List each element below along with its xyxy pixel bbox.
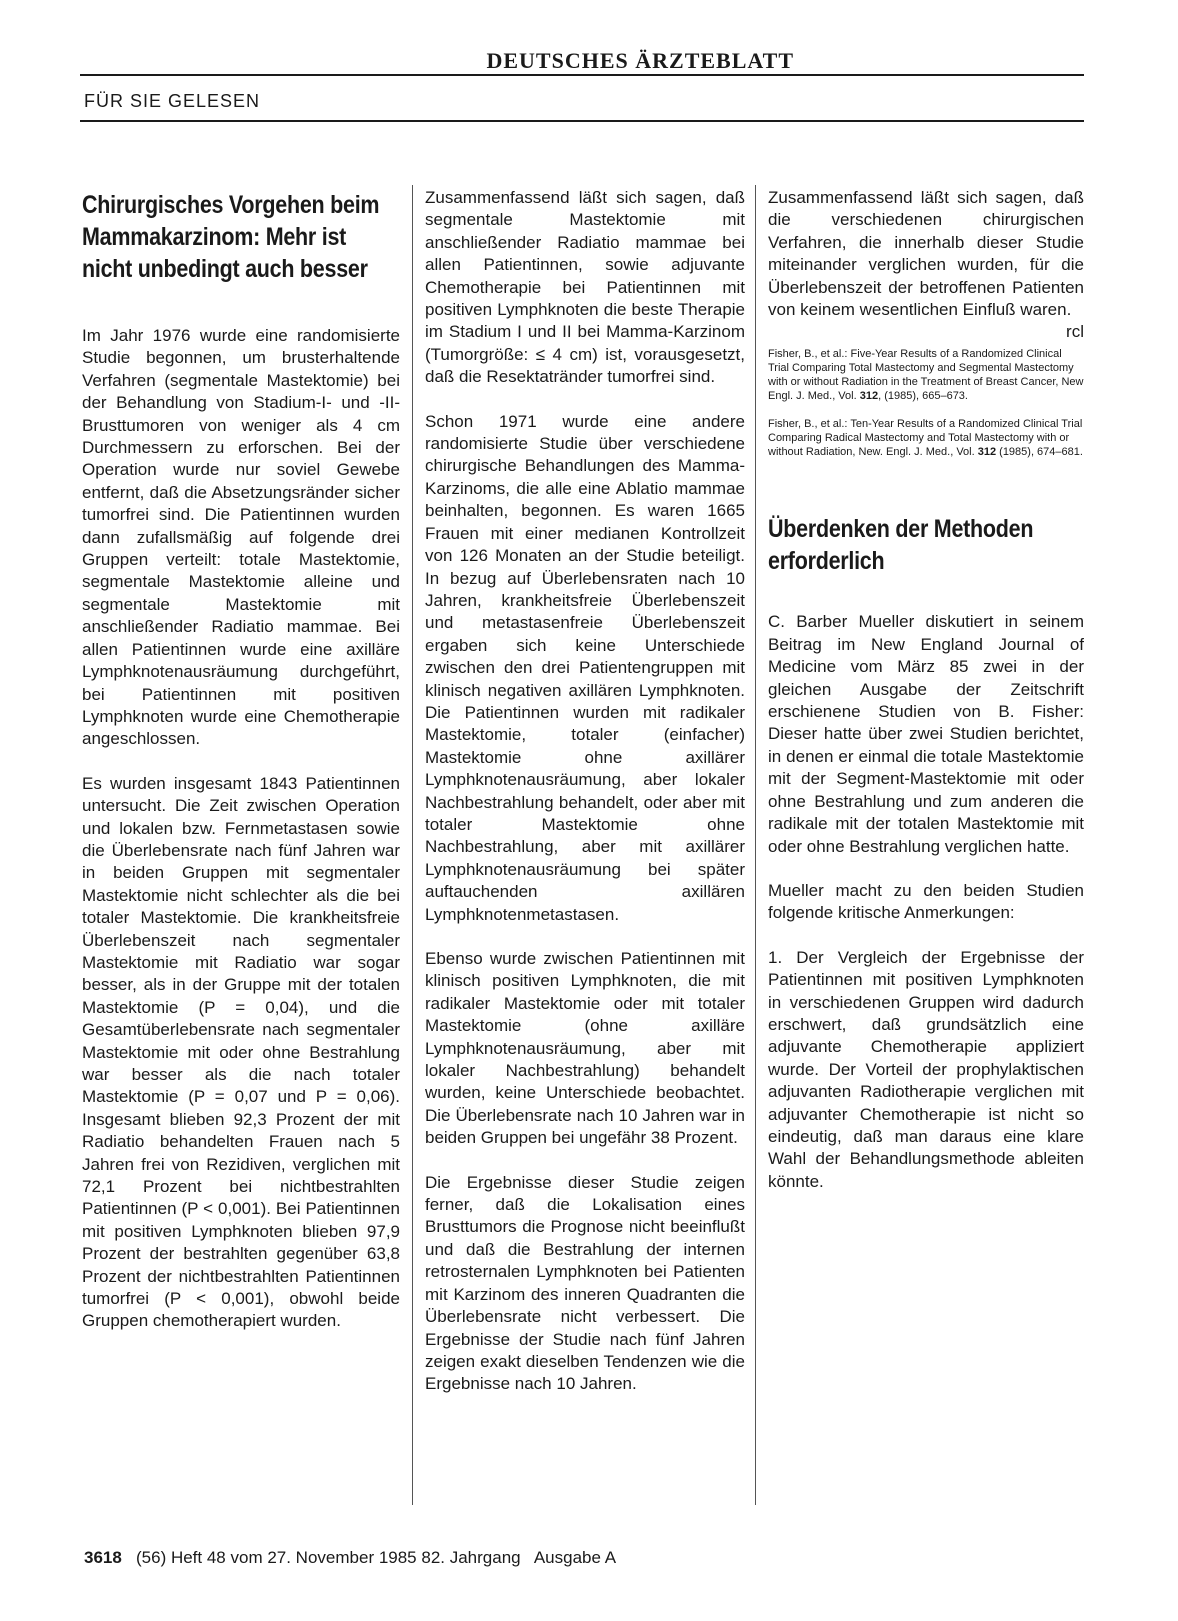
section-label: FÜR SIE GELESEN [84, 91, 261, 111]
reference-volume: 312 [859, 390, 879, 403]
author-signature: rcl [1066, 322, 1084, 342]
article-paragraph [768, 187, 1084, 342]
page-number: 3618 [84, 1548, 122, 1567]
issue-info: (56) Heft 48 vom 27. November 1985 82. Jahrgang Ausgabe A [136, 1548, 617, 1567]
article-paragraph: Es wurden insgesamt 1843 Patientinnen untersucht. Die Zeit zwischen Operation und lokalen bzw. Fernmetastasen sowie die Überlebensrate nach fünf Jahren war in beiden Gruppen mit segmentaler Mastektomie nicht schlechter als die bei totaler Mastektomie. Die krankheitsfreie Überlebenszeit nach segmentaler Mastektomie mit Radiatio war sogar besser, als in der Gruppe mit der totalen Mastektomie (P = 0,04), und die Gesamtüberlebensrate nach segmentaler Mastektomie mit oder ohne Bestrahlung war besser als die nach totaler Mastektomie (P = 0,07 und P = 0,06). Insgesamt blieben 92,3 Prozent der mit Radiatio behandelten Frauen nach 5 Jahren frei von Rezidiven, verglichen mit 72,1 Prozent bei nichtbestrahlten Patientinnen (P < 0,001). Bei Patientinnen mit positiven Lymphknoten blieben 97,9 Prozent der bestrahlten gegenüber 63,8 Prozent der nichtbestrahlten Patientinnen tumorfrei (P < 0,001), obwohl beide Gruppen chemotherapiert wurden. [82, 773, 400, 1331]
reference-text: Fisher, B., et al.: Five-Year Results of a Randomized Clinical Trial Comparing Total Mastectomy and Segmental Mastectomy with or without Radiation in the Treatment of Breast Cancer, New Engl. J. Med., Vol. [768, 348, 1084, 403]
column-divider [412, 185, 413, 1505]
top-rule [80, 74, 1084, 76]
article-paragraph: Ebenso wurde zwischen Patientinnen mit klinisch positiven Lymphknoten, die mit radikaler Mastektomie oder mit totaler Mastektomie (ohne axilläre Lymphknotenausräumung, aber mit lokaler Nachbestrahlung) behandelt wurden, keine Unterschiede beobachtet. Die Überlebensrate nach 10 Jahren war in beiden Gruppen bei ungefähr 38 Prozent. [425, 949, 745, 1148]
article-paragraph: Mueller macht zu den beiden Studien folgende kritische Anmerkungen: [768, 880, 1084, 923]
article-paragraph: C. Barber Mueller diskutiert in seinem Beitrag im New England Journal of Medicine vom März 85 zwei in der gleichen Ausgabe der Zeitschrift erschienene Studien von B. Fisher: Dieser hatte über zwei Studien berichtet, in denen er einmal die totale Mastektomie mit der Segment-Mastektomie mit oder ohne Bestrahlung und zum anderen die radikale mit der totalen Mastektomie mit oder ohne Bestrahlung verglichen hatte. [768, 612, 1084, 856]
article-headline: Chirurgisches Vorgehen beim Mammakarzinom: Mehr ist nicht unbedingt auch besser [82, 191, 380, 283]
page-footer [84, 1547, 616, 1569]
reference-text: Fisher, B., et al.: Ten-Year Results of a Randomized Clinical Trial Comparing Radical Mastectomy and Total Mastectomy with or without Radiation, New. Engl. J. Med., Vol. [768, 418, 1083, 459]
reference [768, 417, 1084, 459]
article-paragraph: Die Ergebnisse dieser Studie zeigen ferner, daß die Lokalisation eines Brusttumors die Prognose nicht beeinflußt und daß die Bestrahlung der internen retrosternalen Lymphknoten bei Patienten mit Karzinom des inneren Quadranten die Überlebensrate nicht verbessert. Die Ergebnisse der Studie nach fünf Jahren zeigen exakt dieselben Tendenzen wie die Ergebnisse nach 10 Jahren. [425, 1172, 745, 1394]
reference-pages: , (1985), 665–673. [878, 390, 968, 403]
article-paragraph: Im Jahr 1976 wurde eine randomisierte Studie begonnen, um brusterhaltende Verfahren (segmentale Mastektomie) bei der Behandlung von Stadium-I- und -II-Brusttumoren von weniger als 4 cm Durchmessern zu erforschen. Bei der Operation wurde nur soviel Gewebe entfernt, daß die Absetzungsränder sicher tumorfrei sind. Die Patientinnen wurden dann zufallsmäßig auf folgende drei Gruppen verteilt: totale Mastektomie, segmentale Mastektomie alleine und segmentale Mastektomie mit anschließender Radiatio mammae. Bei allen Patientinnen wurde eine axilläre Lymphknotenausräumung durchgeführt, bei Patientinnen mit positiven Lymphknoten wurde eine Chemotherapie angeschlossen. [82, 326, 400, 749]
reference-volume: 312 [977, 446, 997, 459]
section-rule [80, 120, 1084, 122]
article-headline: Überdenken der Methoden erforderlich [768, 515, 1034, 576]
masthead: DEUTSCHES ÄRZTEBLATT [486, 48, 794, 73]
reference-pages: (1985), 674–681. [996, 446, 1083, 459]
article-paragraph-text: Zusammenfassend läßt sich sagen, daß die verschiedenen chirurgischen Verfahren, die innerhalb dieser Studie miteinander verglichen wurden, für die Überlebenszeit der betroffenen Patienten von keinem wesentlichen Einfluß waren. [768, 188, 1084, 320]
reference [768, 347, 1084, 403]
article-paragraph: 1. Der Vergleich der Ergebnisse der Patientinnen mit positiven Lymphknoten in verschiedenen Gruppen wird dadurch erschwert, daß grundsätzlich eine adjuvante Chemotherapie appliziert wurde. Der Vorteil der prophylaktischen adjuvanten Radiotherapie verglichen mit adjuvanter Chemotherapie ist nicht so eindeutig, daß man daraus eine klare Wahl der Behandlungsmethode ableiten könnte. [768, 947, 1084, 1191]
article-paragraph: Schon 1971 wurde eine andere randomisierte Studie über verschiedene chirurgische Behandlungen des Mamma-Karzinoms, die alle eine Ablatio mammae beinhalten, begonnen. Es waren 1665 Frauen mit einer medianen Kontrollzeit von 126 Monaten an der Studie beteiligt. In bezug auf Überlebensraten nach 10 Jahren, krankheitsfreie Überlebenszeit und metastasenfreie Überlebenszeit ergaben sich keine Unterschiede zwischen den drei Patientengruppen mit klinisch negativen axillären Lymphknoten. Die Patientinnen wurden mit radikaler Mastektomie, totaler (einfacher) Mastektomie ohne axillärer Lymphknotenausräumung, aber lokaler Nachbestrahlung behandelt, oder aber mit totaler Mastektomie ohne Nachbestrahlung, aber mit axillärer Lymphknotenausräumung bei später auftauchenden axillären Lymphknotenmetastasen. [425, 411, 745, 924]
column-3 [768, 187, 1084, 1215]
column-1 [82, 185, 400, 1355]
column-divider [755, 185, 756, 1505]
column-2 [425, 187, 745, 1418]
article-paragraph: Zusammenfassend läßt sich sagen, daß segmentale Mastektomie mit anschließender Radiatio mammae bei allen Patientinnen, sowie adjuvante Chemotherapie bei Patientinnen mit positiven Lymphknoten die beste Therapie im Stadium I und II bei Mamma-Karzinom (Tumorgröße: ≤ 4 cm) ist, vorausgesetzt, daß die Resektatränder tumorfrei sind. [425, 188, 745, 387]
